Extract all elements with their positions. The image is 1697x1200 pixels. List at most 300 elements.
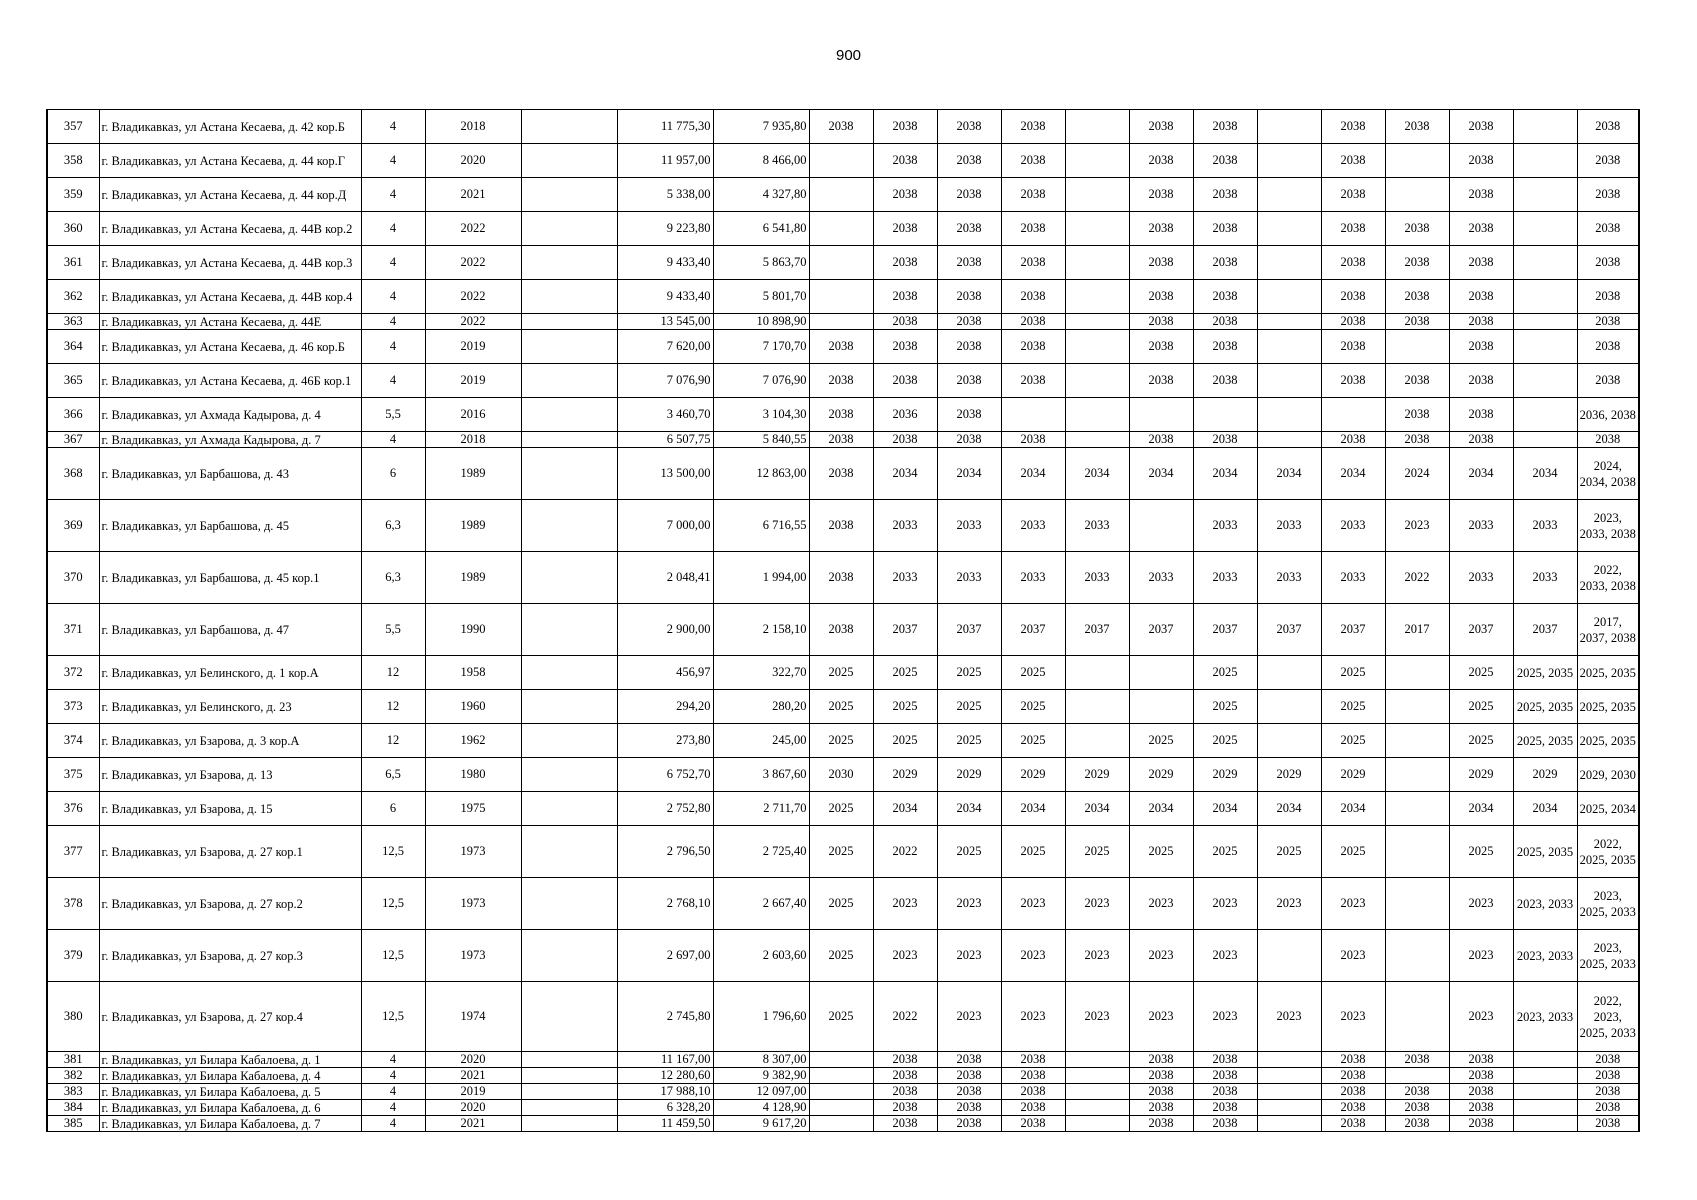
repair-year-cell: 2038 xyxy=(1193,1068,1257,1084)
repair-year-cell xyxy=(1065,110,1129,144)
repair-year-cell xyxy=(1257,178,1321,212)
repair-year-cell xyxy=(1257,690,1321,724)
address-cell: г. Владикавказ, ул Билара Кабалоева, д. 6 xyxy=(99,1100,361,1116)
row-number-cell: 375 xyxy=(47,758,99,792)
floors-cell: 4 xyxy=(361,280,425,314)
repair-year-cell: 2022 xyxy=(873,982,937,1052)
repair-year-cell: 2036 xyxy=(873,398,937,432)
repair-year-cell: 2038 xyxy=(1001,246,1065,280)
row-number-cell: 360 xyxy=(47,212,99,246)
empty-cell xyxy=(521,604,617,656)
repair-year-cell: 2025 xyxy=(1001,826,1065,878)
floors-cell: 4 xyxy=(361,178,425,212)
empty-cell xyxy=(521,930,617,982)
repair-year-cell: 2029, 2030 xyxy=(1577,758,1639,792)
repair-year-cell: 2038 xyxy=(809,500,873,552)
repair-year-cell: 2038 xyxy=(1001,1068,1065,1084)
address-cell: г. Владикавказ, ул Бзарова, д. 27 кор.1 xyxy=(99,826,361,878)
repair-year-cell: 2038 xyxy=(1577,1068,1639,1084)
living-area-cell: 6 716,55 xyxy=(713,500,809,552)
empty-cell xyxy=(521,758,617,792)
repair-year-cell xyxy=(1385,792,1449,826)
total-area-cell: 2 752,80 xyxy=(617,792,713,826)
total-area-cell: 5 338,00 xyxy=(617,178,713,212)
address-cell: г. Владикавказ, ул Барбашова, д. 45 кор.1 xyxy=(99,552,361,604)
repair-year-cell xyxy=(1385,656,1449,690)
repair-year-cell xyxy=(1257,110,1321,144)
repair-year-cell xyxy=(1385,144,1449,178)
floors-cell: 4 xyxy=(361,432,425,448)
repair-year-cell: 2025 xyxy=(1193,656,1257,690)
table-row xyxy=(47,178,1639,212)
repair-year-cell: 2025 xyxy=(873,656,937,690)
repair-year-cell: 2038 xyxy=(809,552,873,604)
repair-year-cell: 2038 xyxy=(1449,1116,1513,1132)
table-row xyxy=(47,364,1639,398)
empty-cell xyxy=(521,792,617,826)
address-cell: г. Владикавказ, ул Астана Кесаева, д. 44В кор.3 xyxy=(99,246,361,280)
repair-year-cell: 2025, 2035 xyxy=(1577,724,1639,758)
repair-year-cell: 2038 xyxy=(1385,246,1449,280)
repair-year-cell xyxy=(1385,930,1449,982)
repair-year-cell: 2034 xyxy=(873,792,937,826)
repair-year-cell: 2038 xyxy=(1449,1068,1513,1084)
repair-year-cell: 2033 xyxy=(1513,552,1577,604)
row-number-cell: 373 xyxy=(47,690,99,724)
living-area-cell: 5 863,70 xyxy=(713,246,809,280)
housing-repair-schedule-table xyxy=(46,109,1640,1132)
address-cell: г. Владикавказ, ул Астана Кесаева, д. 44В кор.4 xyxy=(99,280,361,314)
total-area-cell: 7 620,00 xyxy=(617,330,713,364)
living-area-cell: 3 867,60 xyxy=(713,758,809,792)
repair-year-cell: 2038 xyxy=(1129,1116,1193,1132)
repair-year-cell: 2038 xyxy=(1577,1100,1639,1116)
row-number-cell: 357 xyxy=(47,110,99,144)
repair-year-cell: 2038 xyxy=(1193,144,1257,178)
repair-year-cell xyxy=(1385,1068,1449,1084)
repair-year-cell: 2038 xyxy=(1129,144,1193,178)
empty-cell xyxy=(521,552,617,604)
repair-year-cell: 2025 xyxy=(1193,724,1257,758)
repair-year-cell xyxy=(809,144,873,178)
repair-year-cell: 2038 xyxy=(1385,280,1449,314)
floors-cell: 4 xyxy=(361,110,425,144)
repair-year-cell: 2025 xyxy=(809,878,873,930)
living-area-cell: 6 541,80 xyxy=(713,212,809,246)
repair-year-cell: 2038 xyxy=(1385,212,1449,246)
repair-year-cell: 2038 xyxy=(1001,144,1065,178)
repair-year-cell: 2023 xyxy=(1065,930,1129,982)
repair-year-cell: 2038 xyxy=(1129,432,1193,448)
repair-year-cell: 2025, 2035 xyxy=(1577,690,1639,724)
address-cell: г. Владикавказ, ул Бзарова, д. 27 кор.2 xyxy=(99,878,361,930)
repair-year-cell: 2038 xyxy=(1129,212,1193,246)
repair-year-cell: 2034 xyxy=(937,792,1001,826)
repair-year-cell: 2023 xyxy=(937,982,1001,1052)
build-year-cell: 1989 xyxy=(425,552,521,604)
living-area-cell: 2 603,60 xyxy=(713,930,809,982)
floors-cell: 12 xyxy=(361,724,425,758)
repair-year-cell: 2033 xyxy=(1449,500,1513,552)
repair-year-cell xyxy=(1385,758,1449,792)
repair-year-cell: 2038 xyxy=(1001,212,1065,246)
empty-cell xyxy=(521,110,617,144)
living-area-cell: 9 617,20 xyxy=(713,1116,809,1132)
row-number-cell: 379 xyxy=(47,930,99,982)
floors-cell: 12 xyxy=(361,690,425,724)
address-cell: г. Владикавказ, ул Астана Кесаева, д. 46 кор.Б xyxy=(99,330,361,364)
table-row xyxy=(47,246,1639,280)
repair-year-cell: 2037 xyxy=(937,604,1001,656)
repair-year-cell: 2038 xyxy=(937,398,1001,432)
repair-year-cell: 2038 xyxy=(1577,330,1639,364)
repair-year-cell: 2029 xyxy=(1065,758,1129,792)
table-row xyxy=(47,280,1639,314)
repair-year-cell: 2023 xyxy=(1449,982,1513,1052)
row-number-cell: 382 xyxy=(47,1068,99,1084)
repair-year-cell: 2038 xyxy=(1577,1084,1639,1100)
repair-year-cell: 2038 xyxy=(1001,1100,1065,1116)
repair-year-cell: 2025, 2035 xyxy=(1513,656,1577,690)
empty-cell xyxy=(521,724,617,758)
repair-year-cell: 2038 xyxy=(1001,1084,1065,1100)
repair-year-cell xyxy=(1129,656,1193,690)
total-area-cell: 7 000,00 xyxy=(617,500,713,552)
repair-year-cell: 2034 xyxy=(1001,792,1065,826)
repair-year-cell: 2029 xyxy=(1193,758,1257,792)
living-area-cell: 2 667,40 xyxy=(713,878,809,930)
total-area-cell: 2 900,00 xyxy=(617,604,713,656)
repair-year-cell xyxy=(809,280,873,314)
repair-year-cell: 2038 xyxy=(1129,178,1193,212)
repair-year-cell xyxy=(1513,110,1577,144)
repair-year-cell: 2025 xyxy=(937,826,1001,878)
repair-year-cell: 2038 xyxy=(1193,246,1257,280)
repair-year-cell: 2038 xyxy=(1193,330,1257,364)
repair-year-cell: 2033 xyxy=(1321,500,1385,552)
total-area-cell: 2 048,41 xyxy=(617,552,713,604)
repair-year-cell: 2038 xyxy=(1577,178,1639,212)
repair-year-cell xyxy=(1257,330,1321,364)
repair-year-cell xyxy=(1513,398,1577,432)
repair-year-cell: 2025 xyxy=(1065,826,1129,878)
table-row xyxy=(47,432,1639,448)
repair-year-cell: 2038 xyxy=(1321,330,1385,364)
repair-year-cell: 2038 xyxy=(1129,1084,1193,1100)
repair-year-cell: 2038 xyxy=(809,398,873,432)
repair-year-cell xyxy=(809,212,873,246)
living-area-cell: 2 725,40 xyxy=(713,826,809,878)
living-area-cell: 12 863,00 xyxy=(713,448,809,500)
floors-cell: 12,5 xyxy=(361,930,425,982)
repair-year-cell xyxy=(1385,982,1449,1052)
total-area-cell: 9 433,40 xyxy=(617,280,713,314)
repair-year-cell: 2038 xyxy=(809,432,873,448)
repair-year-cell xyxy=(1129,398,1193,432)
living-area-cell: 8 307,00 xyxy=(713,1052,809,1068)
repair-year-cell: 2034 xyxy=(873,448,937,500)
row-number-cell: 371 xyxy=(47,604,99,656)
build-year-cell: 1975 xyxy=(425,792,521,826)
total-area-cell: 6 752,70 xyxy=(617,758,713,792)
table-row xyxy=(47,792,1639,826)
repair-year-cell xyxy=(1513,212,1577,246)
repair-year-cell: 2038 xyxy=(1385,1116,1449,1132)
floors-cell: 4 xyxy=(361,1068,425,1084)
repair-year-cell: 2034 xyxy=(1129,792,1193,826)
empty-cell xyxy=(521,1100,617,1116)
repair-year-cell xyxy=(1513,1084,1577,1100)
repair-year-cell: 2023, 2033 xyxy=(1513,930,1577,982)
repair-year-cell: 2038 xyxy=(1321,1116,1385,1132)
row-number-cell: 372 xyxy=(47,656,99,690)
repair-year-cell: 2033 xyxy=(1257,500,1321,552)
total-area-cell: 2 768,10 xyxy=(617,878,713,930)
build-year-cell: 1989 xyxy=(425,448,521,500)
table-row xyxy=(47,878,1639,930)
living-area-cell: 2 158,10 xyxy=(713,604,809,656)
repair-year-cell: 2038 xyxy=(873,432,937,448)
repair-year-cell: 2025 xyxy=(809,982,873,1052)
repair-year-cell xyxy=(1257,1116,1321,1132)
repair-year-cell: 2038 xyxy=(1385,1084,1449,1100)
repair-year-cell xyxy=(809,178,873,212)
floors-cell: 6,3 xyxy=(361,500,425,552)
repair-year-cell: 2025 xyxy=(809,656,873,690)
repair-year-cell: 2038 xyxy=(1193,280,1257,314)
repair-year-cell: 2023 xyxy=(1129,878,1193,930)
repair-year-cell: 2034 xyxy=(1257,792,1321,826)
repair-year-cell: 2038 xyxy=(937,1068,1001,1084)
repair-year-cell: 2029 xyxy=(1257,758,1321,792)
repair-year-cell: 2023 xyxy=(1193,982,1257,1052)
address-cell: г. Владикавказ, ул Билара Кабалоева, д. 4 xyxy=(99,1068,361,1084)
row-number-cell: 364 xyxy=(47,330,99,364)
repair-year-cell: 2023 xyxy=(937,930,1001,982)
repair-year-cell: 2023 xyxy=(1449,878,1513,930)
repair-year-cell: 2038 xyxy=(873,364,937,398)
living-area-cell: 5 801,70 xyxy=(713,280,809,314)
repair-year-cell xyxy=(1065,690,1129,724)
row-number-cell: 376 xyxy=(47,792,99,826)
repair-year-cell: 2038 xyxy=(1449,1084,1513,1100)
repair-year-cell: 2033 xyxy=(1001,552,1065,604)
repair-year-cell: 2029 xyxy=(873,758,937,792)
repair-year-cell xyxy=(1257,432,1321,448)
repair-year-cell: 2025, 2034 xyxy=(1577,792,1639,826)
repair-year-cell: 2038 xyxy=(1193,314,1257,330)
empty-cell xyxy=(521,1084,617,1100)
repair-year-cell: 2038 xyxy=(1577,246,1639,280)
row-number-cell: 368 xyxy=(47,448,99,500)
repair-year-cell: 2033 xyxy=(937,552,1001,604)
repair-year-cell xyxy=(809,1084,873,1100)
repair-year-cell: 2038 xyxy=(1321,1068,1385,1084)
repair-year-cell: 2025 xyxy=(1193,826,1257,878)
living-area-cell: 322,70 xyxy=(713,656,809,690)
total-area-cell: 17 988,10 xyxy=(617,1084,713,1100)
repair-year-cell: 2038 xyxy=(1385,398,1449,432)
repair-year-cell: 2033 xyxy=(1065,500,1129,552)
build-year-cell: 2022 xyxy=(425,212,521,246)
table-row xyxy=(47,604,1639,656)
empty-cell xyxy=(521,500,617,552)
repair-year-cell: 2038 xyxy=(1129,364,1193,398)
empty-cell xyxy=(521,982,617,1052)
repair-year-cell: 2038 xyxy=(1193,212,1257,246)
repair-year-cell: 2038 xyxy=(1385,364,1449,398)
repair-year-cell: 2038 xyxy=(1385,432,1449,448)
total-area-cell: 11 167,00 xyxy=(617,1052,713,1068)
living-area-cell: 9 382,90 xyxy=(713,1068,809,1084)
repair-year-cell: 2025 xyxy=(1257,826,1321,878)
repair-year-cell: 2038 xyxy=(873,212,937,246)
total-area-cell: 13 545,00 xyxy=(617,314,713,330)
repair-year-cell: 2033 xyxy=(1449,552,1513,604)
repair-year-cell: 2038 xyxy=(1193,432,1257,448)
repair-year-cell xyxy=(1513,1068,1577,1084)
table-row xyxy=(47,144,1639,178)
total-area-cell: 273,80 xyxy=(617,724,713,758)
repair-year-cell: 2025 xyxy=(1321,656,1385,690)
repair-year-cell: 2030 xyxy=(809,758,873,792)
floors-cell: 6,5 xyxy=(361,758,425,792)
repair-year-cell: 2038 xyxy=(1193,364,1257,398)
row-number-cell: 365 xyxy=(47,364,99,398)
repair-year-cell: 2034 xyxy=(1257,448,1321,500)
total-area-cell: 3 460,70 xyxy=(617,398,713,432)
repair-year-cell: 2034 xyxy=(1001,448,1065,500)
address-cell: г. Владикавказ, ул Белинского, д. 1 кор.А xyxy=(99,656,361,690)
repair-year-cell: 2037 xyxy=(1001,604,1065,656)
repair-year-cell: 2025 xyxy=(1001,724,1065,758)
living-area-cell: 2 711,70 xyxy=(713,792,809,826)
living-area-cell: 245,00 xyxy=(713,724,809,758)
repair-year-cell: 2038 xyxy=(1449,1052,1513,1068)
repair-year-cell: 2023 xyxy=(1385,500,1449,552)
repair-year-cell xyxy=(1065,364,1129,398)
repair-year-cell: 2022 xyxy=(1385,552,1449,604)
repair-year-cell: 2017, 2037, 2038 xyxy=(1577,604,1639,656)
build-year-cell: 1960 xyxy=(425,690,521,724)
repair-year-cell: 2038 xyxy=(873,280,937,314)
repair-year-cell: 2038 xyxy=(1321,178,1385,212)
repair-year-cell: 2037 xyxy=(1257,604,1321,656)
address-cell: г. Владикавказ, ул Ахмада Кадырова, д. 4 xyxy=(99,398,361,432)
repair-year-cell xyxy=(1257,1052,1321,1068)
repair-year-cell: 2022, 2033, 2038 xyxy=(1577,552,1639,604)
living-area-cell: 1 994,00 xyxy=(713,552,809,604)
table-row xyxy=(47,982,1639,1052)
repair-year-cell xyxy=(809,314,873,330)
build-year-cell: 1958 xyxy=(425,656,521,690)
row-number-cell: 361 xyxy=(47,246,99,280)
repair-year-cell: 2037 xyxy=(1129,604,1193,656)
address-cell: г. Владикавказ, ул Ахмада Кадырова, д. 7 xyxy=(99,432,361,448)
build-year-cell: 2021 xyxy=(425,178,521,212)
repair-year-cell: 2037 xyxy=(1449,604,1513,656)
floors-cell: 6 xyxy=(361,448,425,500)
repair-year-cell: 2038 xyxy=(1449,432,1513,448)
floors-cell: 5,5 xyxy=(361,398,425,432)
repair-year-cell: 2023 xyxy=(1321,930,1385,982)
build-year-cell: 2021 xyxy=(425,1068,521,1084)
build-year-cell: 2018 xyxy=(425,110,521,144)
repair-year-cell: 2038 xyxy=(1321,246,1385,280)
repair-year-cell: 2025, 2035 xyxy=(1513,724,1577,758)
living-area-cell: 1 796,60 xyxy=(713,982,809,1052)
repair-year-cell xyxy=(1385,724,1449,758)
floors-cell: 6,3 xyxy=(361,552,425,604)
table-row xyxy=(47,500,1639,552)
repair-year-cell: 2033 xyxy=(1513,500,1577,552)
repair-year-cell: 2038 xyxy=(1193,1116,1257,1132)
repair-year-cell: 2025 xyxy=(1001,690,1065,724)
repair-year-cell: 2038 xyxy=(1385,1052,1449,1068)
address-cell: г. Владикавказ, ул Билара Кабалоева, д. 5 xyxy=(99,1084,361,1100)
row-number-cell: 383 xyxy=(47,1084,99,1100)
empty-cell xyxy=(521,878,617,930)
repair-year-cell: 2038 xyxy=(1385,314,1449,330)
repair-year-cell xyxy=(1513,314,1577,330)
living-area-cell: 3 104,30 xyxy=(713,398,809,432)
repair-year-cell: 2025 xyxy=(1449,656,1513,690)
row-number-cell: 363 xyxy=(47,314,99,330)
empty-cell xyxy=(521,1116,617,1132)
repair-year-cell xyxy=(1257,930,1321,982)
repair-year-cell: 2038 xyxy=(873,330,937,364)
repair-year-cell xyxy=(1257,364,1321,398)
table-row xyxy=(47,826,1639,878)
repair-year-cell: 2024 xyxy=(1385,448,1449,500)
empty-cell xyxy=(521,826,617,878)
row-number-cell: 366 xyxy=(47,398,99,432)
page-number: 900 xyxy=(835,47,862,64)
repair-year-cell xyxy=(1513,144,1577,178)
table-body xyxy=(47,110,1639,1132)
repair-year-cell xyxy=(1065,1084,1129,1100)
build-year-cell: 2020 xyxy=(425,1052,521,1068)
repair-year-cell: 2038 xyxy=(1193,1052,1257,1068)
repair-year-cell: 2038 xyxy=(1193,178,1257,212)
row-number-cell: 377 xyxy=(47,826,99,878)
repair-year-cell: 2038 xyxy=(1449,178,1513,212)
empty-cell xyxy=(521,432,617,448)
repair-year-cell: 2025 xyxy=(809,826,873,878)
repair-year-cell: 2025 xyxy=(873,690,937,724)
repair-year-cell: 2025 xyxy=(809,792,873,826)
repair-year-cell: 2034 xyxy=(1065,792,1129,826)
total-area-cell: 12 280,60 xyxy=(617,1068,713,1084)
repair-year-cell: 2038 xyxy=(809,364,873,398)
repair-year-cell: 2025 xyxy=(809,930,873,982)
row-number-cell: 358 xyxy=(47,144,99,178)
repair-year-cell: 2038 xyxy=(1129,330,1193,364)
repair-year-cell: 2036, 2038 xyxy=(1577,398,1639,432)
table-row xyxy=(47,1084,1639,1100)
repair-year-cell: 2023 xyxy=(1321,982,1385,1052)
repair-year-cell: 2038 xyxy=(1321,144,1385,178)
table-row xyxy=(47,1116,1639,1132)
floors-cell: 12,5 xyxy=(361,826,425,878)
repair-year-cell xyxy=(1321,398,1385,432)
repair-year-cell: 2038 xyxy=(1321,1100,1385,1116)
address-cell: г. Владикавказ, ул Астана Кесаева, д. 44 кор.Д xyxy=(99,178,361,212)
repair-year-cell: 2023 xyxy=(1001,930,1065,982)
repair-year-cell xyxy=(809,1116,873,1132)
repair-year-cell: 2025 xyxy=(1193,690,1257,724)
repair-year-cell: 2038 xyxy=(1449,364,1513,398)
